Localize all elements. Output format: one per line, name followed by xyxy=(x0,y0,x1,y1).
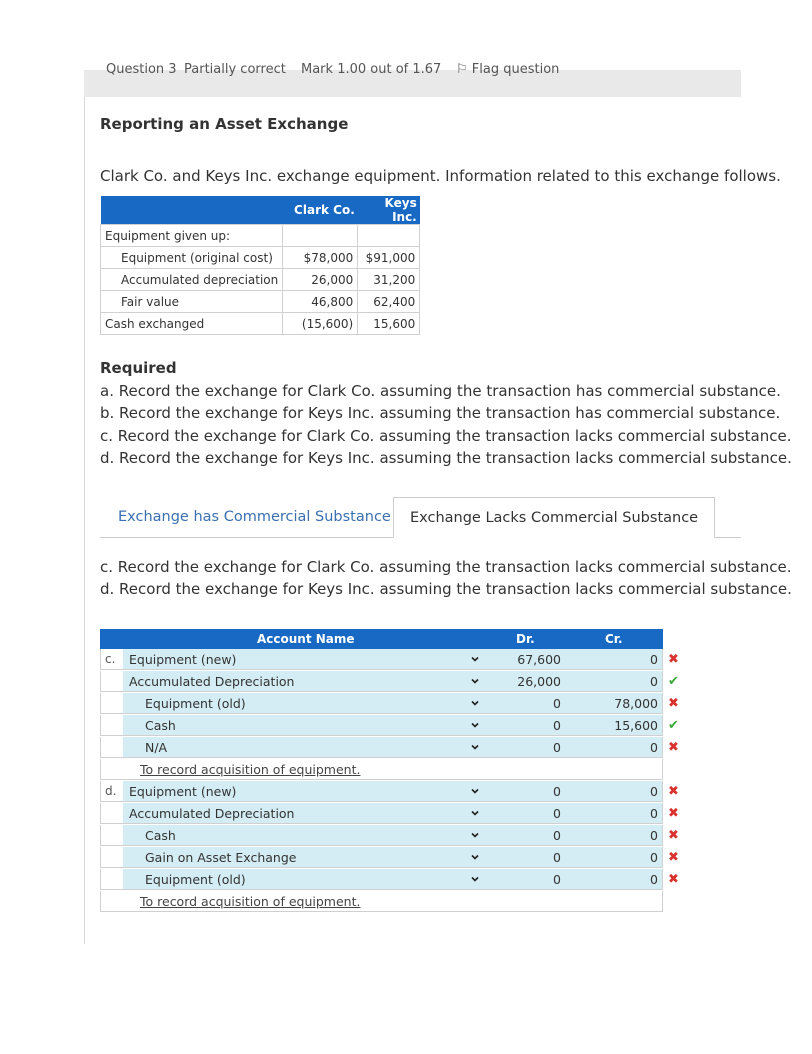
entry-letter xyxy=(100,759,123,780)
cross-icon: ✖ xyxy=(668,872,679,887)
account-select[interactable] xyxy=(123,737,485,758)
cross-icon: ✖ xyxy=(668,696,679,711)
page-title: Reporting an Asset Exchange xyxy=(100,115,349,133)
chevron-down-icon[interactable] xyxy=(471,655,479,663)
flag-question-link[interactable]: ⚐ Flag question xyxy=(456,62,560,77)
credit-input[interactable]: 0 xyxy=(565,737,663,758)
instruction-d: d. Record the exchange for Keys Inc. assuming the transaction lacks commercial substance. xyxy=(100,580,792,598)
question-status: Partially correct xyxy=(184,62,286,77)
table-row: Accumulated depreciation 26,000 31,200 xyxy=(101,269,420,291)
header-credit: Cr. xyxy=(605,632,623,646)
credit-input[interactable]: 0 xyxy=(565,781,663,802)
chevron-down-icon[interactable] xyxy=(471,831,479,839)
debit-input[interactable]: 26,000 xyxy=(485,671,565,692)
chevron-down-icon[interactable] xyxy=(471,743,479,751)
debit-input[interactable]: 0 xyxy=(485,781,565,802)
cross-icon: ✖ xyxy=(668,740,679,755)
journal-memo-row xyxy=(100,891,663,913)
debit-input[interactable]: 0 xyxy=(485,847,565,868)
credit-input[interactable]: 0 xyxy=(565,803,663,824)
cross-icon: ✖ xyxy=(668,850,679,865)
debit-input[interactable]: 0 xyxy=(485,825,565,846)
entry-letter xyxy=(100,891,123,912)
tab-bar xyxy=(100,497,741,538)
table-row xyxy=(100,715,663,737)
required-item-b: b. Record the exchange for Keys Inc. assuming the transaction has commercial substance. xyxy=(100,404,781,422)
entry-letter: d. xyxy=(100,781,123,802)
cross-icon: ✖ xyxy=(668,784,679,799)
table-row xyxy=(100,869,663,891)
entry-letter: c. xyxy=(100,649,123,670)
account-name: Equipment (old) xyxy=(145,696,246,711)
account-select[interactable] xyxy=(123,693,485,714)
account-select[interactable] xyxy=(123,803,485,824)
account-select[interactable] xyxy=(123,715,485,736)
header-debit: Dr. xyxy=(516,632,535,646)
table-row xyxy=(100,803,663,825)
required-item-d: d. Record the exchange for Keys Inc. assuming the transaction lacks commercial substance. xyxy=(100,449,792,467)
chevron-down-icon[interactable] xyxy=(471,875,479,883)
credit-input[interactable]: 0 xyxy=(565,671,663,692)
account-name: Accumulated Depreciation xyxy=(129,806,295,821)
header-account-name: Account Name xyxy=(257,632,355,646)
memo-text: To record acquisition of equipment. xyxy=(140,894,361,909)
table-row xyxy=(100,737,663,759)
account-select[interactable] xyxy=(123,869,485,890)
account-name: N/A xyxy=(145,740,168,755)
question-mark: Mark 1.00 out of 1.67 xyxy=(301,62,442,77)
content-left-border xyxy=(84,82,85,944)
table-row: Fair value 46,800 62,400 xyxy=(101,291,420,313)
account-name: Equipment (old) xyxy=(145,872,246,887)
table-row xyxy=(100,847,663,869)
account-name: Cash xyxy=(145,828,176,843)
account-select[interactable] xyxy=(123,649,485,670)
flag-icon: ⚐ xyxy=(456,62,468,77)
required-item-a: a. Record the exchange for Clark Co. assuming the transaction has commercial substance. xyxy=(100,381,781,400)
table-row xyxy=(100,781,663,803)
account-name: Equipment (new) xyxy=(129,784,237,799)
intro-text: Clark Co. and Keys Inc. exchange equipment. Information related to this exchange follows. xyxy=(100,167,781,185)
tab-lacks-commercial-substance[interactable]: Exchange Lacks Commercial Substance xyxy=(393,497,715,538)
required-item-c: c. Record the exchange for Clark Co. assuming the transaction lacks commercial substance. xyxy=(100,426,792,445)
table-row: Cash exchanged (15,600) 15,600 xyxy=(101,313,420,335)
credit-input[interactable]: 78,000 xyxy=(565,693,663,714)
credit-input[interactable]: 0 xyxy=(565,847,663,868)
check-icon: ✔ xyxy=(668,718,679,733)
instruction-c: c. Record the exchange for Clark Co. assuming the transaction lacks commercial substance. xyxy=(100,558,792,576)
required-heading: Required xyxy=(100,359,177,377)
chevron-down-icon[interactable] xyxy=(471,699,479,707)
debit-input[interactable]: 0 xyxy=(485,737,565,758)
table-row: Equipment given up: xyxy=(101,225,420,247)
entry-letter xyxy=(100,737,123,758)
info-header-keys: Keys Inc. xyxy=(358,196,420,225)
exchange-info-table xyxy=(100,196,420,335)
cross-icon: ✖ xyxy=(668,828,679,843)
chevron-down-icon[interactable] xyxy=(471,787,479,795)
debit-input xyxy=(485,759,565,780)
debit-input[interactable]: 0 xyxy=(485,869,565,890)
entry-letter xyxy=(100,869,123,890)
required-section xyxy=(100,357,792,470)
table-row: Equipment (original cost) $78,000 $91,000 xyxy=(101,247,420,269)
debit-input[interactable]: 0 xyxy=(485,803,565,824)
memo-field[interactable] xyxy=(123,891,485,912)
debit-input[interactable]: 67,600 xyxy=(485,649,565,670)
credit-input[interactable]: 0 xyxy=(565,869,663,890)
account-select[interactable] xyxy=(123,781,485,802)
cross-icon: ✖ xyxy=(668,806,679,821)
table-row xyxy=(100,671,663,693)
entry-letter xyxy=(100,803,123,824)
question-info-bar xyxy=(84,62,741,97)
memo-field[interactable] xyxy=(123,759,485,780)
debit-input xyxy=(485,891,565,912)
entry-letter xyxy=(100,847,123,868)
journal-memo-row xyxy=(100,759,663,781)
info-header-blank xyxy=(101,196,283,225)
account-name: Gain on Asset Exchange xyxy=(145,850,297,865)
account-name: Equipment (new) xyxy=(129,652,237,667)
account-select[interactable] xyxy=(123,825,485,846)
memo-text: To record acquisition of equipment. xyxy=(140,762,361,777)
credit-input[interactable]: 0 xyxy=(565,649,663,670)
chevron-down-icon[interactable] xyxy=(471,809,479,817)
cross-icon: ✖ xyxy=(668,652,679,667)
account-name: Accumulated Depreciation xyxy=(129,674,295,689)
journal-header xyxy=(100,629,663,649)
credit-input xyxy=(565,891,663,912)
chevron-down-icon[interactable] xyxy=(471,721,479,729)
info-header-clark: Clark Co. xyxy=(283,196,358,225)
credit-input[interactable]: 0 xyxy=(565,825,663,846)
account-select[interactable] xyxy=(123,847,485,868)
account-select[interactable] xyxy=(123,671,485,692)
table-row xyxy=(100,693,663,715)
debit-input[interactable]: 0 xyxy=(485,693,565,714)
tab-has-commercial-substance[interactable]: Exchange has Commercial Substance xyxy=(118,509,391,525)
tab-instructions xyxy=(100,556,792,600)
entry-letter xyxy=(100,715,123,736)
table-row xyxy=(100,825,663,847)
debit-input[interactable]: 0 xyxy=(485,715,565,736)
credit-input[interactable]: 15,600 xyxy=(565,715,663,736)
credit-input xyxy=(565,759,663,780)
table-row xyxy=(100,649,663,671)
question-number: Question 3 xyxy=(106,62,177,77)
entry-letter xyxy=(100,825,123,846)
chevron-down-icon[interactable] xyxy=(471,853,479,861)
entry-letter xyxy=(100,671,123,692)
check-icon: ✔ xyxy=(668,674,679,689)
entry-letter xyxy=(100,693,123,714)
account-name: Cash xyxy=(145,718,176,733)
chevron-down-icon[interactable] xyxy=(471,677,479,685)
